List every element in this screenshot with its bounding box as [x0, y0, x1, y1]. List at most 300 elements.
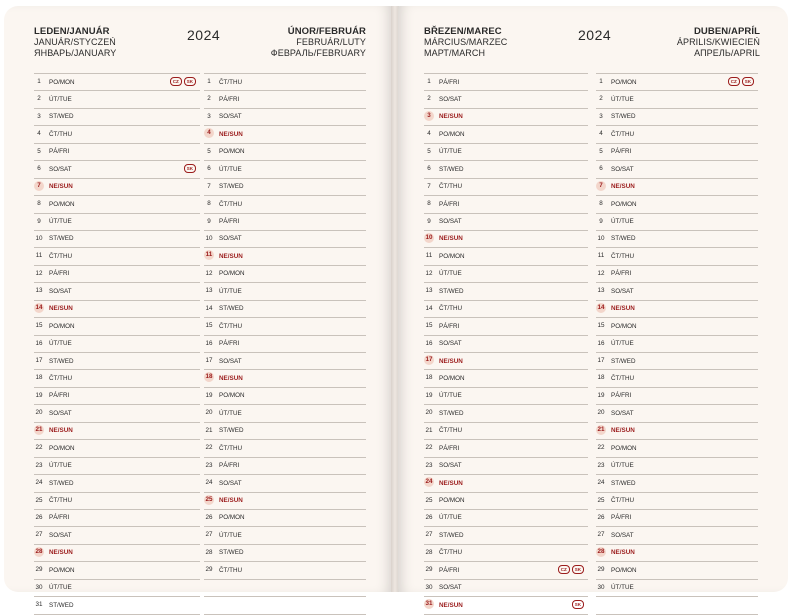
holiday-badge: SK [742, 77, 754, 86]
day-number: 7 [34, 181, 44, 191]
weekday-label: ST/WED [49, 479, 74, 487]
holiday-badge: CZ [170, 77, 182, 86]
weekday-label: ČT/THU [439, 183, 463, 191]
calendar-day-row [34, 596, 200, 614]
day-number: 21 [35, 425, 43, 433]
day-number: 26 [597, 513, 605, 521]
calendar-day-row [596, 265, 758, 282]
weekday-label: ÚT/TUE [439, 514, 462, 522]
holiday-badge: SK [184, 77, 196, 86]
month-name-cz-sk: ÚNOR/FEBRUÁR [287, 26, 366, 37]
calendar-day-row [34, 509, 200, 526]
calendar-day-row-sunday [596, 422, 758, 439]
calendar-day-row [204, 160, 366, 177]
day-number: 10 [205, 234, 213, 242]
weekday-label: SO/SAT [49, 165, 72, 173]
holiday-badges [572, 600, 584, 609]
day-number: 27 [597, 531, 605, 539]
weekday-label: ÚT/TUE [439, 392, 462, 400]
calendar-day-row [596, 282, 758, 299]
day-number: 20 [35, 409, 43, 417]
weekday-label: PO/MON [219, 270, 245, 278]
weekday-label: PÁ/FRI [439, 322, 460, 330]
day-number: 23 [205, 461, 213, 469]
weekday-label: NE/SUN [49, 549, 73, 557]
weekday-label: ÚT/TUE [49, 218, 72, 225]
day-column-february [204, 73, 366, 615]
calendar-day-row [596, 335, 758, 352]
day-number: 12 [425, 269, 433, 277]
day-number: 29 [425, 566, 433, 574]
day-column-march [424, 73, 588, 615]
weekday-label: PÁ/FRI [611, 392, 632, 400]
day-number: 16 [35, 339, 43, 347]
month-header-february [271, 26, 366, 59]
calendar-day-row-sunday [424, 474, 588, 491]
weekday-label: PÁ/FRI [49, 270, 70, 278]
weekday-label: ČT/THU [219, 566, 243, 574]
calendar-day-row [204, 282, 366, 299]
weekday-label: SO/SAT [439, 95, 462, 103]
calendar-day-row-sunday [424, 230, 588, 247]
holiday-badge: SK [572, 600, 584, 609]
day-number: 15 [205, 322, 213, 330]
calendar-day-row [596, 247, 758, 264]
day-number: 16 [205, 339, 213, 347]
calendar-day-row [424, 160, 588, 177]
calendar-day-row [204, 178, 366, 195]
holiday-badges [184, 164, 196, 173]
calendar-day-row [204, 596, 366, 614]
weekday-label: SO/SAT [611, 165, 634, 173]
calendar-day-row [596, 526, 758, 543]
day-number: 15 [35, 322, 43, 330]
weekday-label: ÚT/TUE [219, 409, 242, 417]
weekday-label: NE/SUN [439, 357, 463, 365]
calendar-day-row-sunday [204, 247, 366, 264]
calendar-day-row [204, 90, 366, 107]
weekday-label: ÚT/TUE [49, 462, 72, 470]
day-number: 15 [425, 322, 433, 330]
weekday-label: ÚT/TUE [439, 148, 462, 156]
day-number: 10 [597, 234, 605, 242]
weekday-label: PO/MON [611, 200, 637, 208]
day-number: 30 [597, 583, 605, 591]
day-number: 2 [37, 95, 41, 103]
calendar-day-row [204, 143, 366, 160]
day-number: 29 [205, 566, 213, 574]
weekday-label: NE/SUN [439, 113, 463, 121]
month-name-hu-pl: MÁRCIUS/MARZEC [424, 37, 508, 47]
calendar-day-row [204, 73, 366, 90]
calendar-day-row [596, 143, 758, 160]
calendar-day-row [204, 300, 366, 317]
weekday-label: NE/SUN [49, 427, 73, 435]
calendar-day-row [34, 335, 200, 352]
day-number: 9 [427, 217, 431, 225]
holiday-badge: CZ [728, 77, 740, 86]
weekday-label: NE/SUN [219, 497, 243, 504]
day-number: 21 [597, 425, 605, 433]
calendar-day-row [596, 195, 758, 212]
day-number: 10 [35, 234, 43, 242]
calendar-day-row [424, 300, 588, 317]
day-number: 12 [35, 269, 43, 277]
calendar-day-row [204, 422, 366, 439]
calendar-day-row [424, 404, 588, 421]
weekday-label: PO/MON [49, 78, 75, 86]
calendar-day-row [424, 369, 588, 386]
day-number: 5 [207, 147, 211, 155]
day-number: 24 [35, 479, 43, 487]
day-number: 21 [205, 426, 213, 434]
weekday-label: ÚT/TUE [611, 95, 634, 103]
month-header-march [424, 26, 507, 59]
month-header-january [34, 26, 116, 59]
day-number: 28 [425, 548, 433, 556]
weekday-label: ST/WED [439, 165, 464, 173]
calendar-day-row-sunday [34, 300, 200, 317]
day-number: 6 [37, 165, 41, 173]
day-number: 26 [205, 513, 213, 521]
day-number: 3 [37, 112, 41, 120]
weekday-label: ST/WED [439, 287, 464, 295]
left-page [4, 6, 392, 609]
calendar-day-row [596, 352, 758, 369]
month-name-hu-pl: ÁPRILIS/KWIECIEŃ [676, 37, 760, 47]
weekday-label: PO/MON [219, 148, 245, 156]
day-number: 19 [425, 391, 433, 399]
calendar-day-row-sunday [424, 352, 588, 369]
calendar-day-row [424, 439, 588, 456]
weekday-label: ÚT/TUE [49, 95, 72, 103]
weekday-label: PÁ/FRI [439, 200, 460, 208]
day-number: 28 [597, 547, 605, 555]
month-name-ru-en: ЯНВАРЬ/JANUARY [34, 48, 117, 58]
calendar-day-row [596, 561, 758, 578]
day-number: 5 [37, 147, 41, 155]
weekday-label: NE/SUN [49, 305, 73, 313]
weekday-label: PO/MON [49, 322, 75, 330]
day-number: 28 [35, 547, 43, 555]
day-number: 6 [427, 165, 431, 173]
day-number: 1 [207, 78, 211, 85]
day-number: 12 [597, 269, 605, 277]
day-number: 26 [425, 513, 433, 521]
calendar-day-row [34, 561, 200, 578]
weekday-label: ST/WED [49, 601, 74, 609]
calendar-day-row [596, 596, 758, 614]
calendar-day-row [204, 335, 366, 352]
month-name-hu-pl: FEBRUÁR/LUTY [296, 37, 366, 47]
weekday-label: NE/SUN [219, 130, 243, 138]
day-number: 13 [35, 287, 43, 295]
weekday-label: SO/SAT [49, 409, 72, 417]
month-name-cz-sk: BŘEZEN/MAREC [424, 26, 502, 37]
day-number: 7 [427, 182, 431, 190]
weekday-label: SO/SAT [611, 287, 634, 295]
calendar-day-row [424, 561, 588, 578]
calendar-day-row [34, 457, 200, 474]
weekday-label: ÚT/TUE [611, 340, 634, 348]
weekday-label: PO/MON [611, 444, 637, 452]
weekday-label: ÚT/TUE [219, 531, 242, 539]
calendar-day-row [424, 526, 588, 543]
weekday-label: ČT/THU [439, 549, 463, 557]
day-number: 3 [207, 112, 211, 120]
weekday-label: PÁ/FRI [49, 392, 70, 400]
calendar-day-row [424, 492, 588, 509]
day-number: 13 [205, 287, 213, 295]
weekday-label: PÁ/FRI [219, 218, 240, 225]
holiday-badges [728, 77, 754, 86]
day-number: 28 [205, 548, 213, 556]
weekday-label: PÁ/FRI [219, 95, 240, 103]
calendar-day-row [204, 404, 366, 421]
weekday-label: NE/SUN [219, 252, 243, 260]
day-number: 17 [597, 357, 605, 364]
weekday-label: PO/MON [611, 322, 637, 330]
day-number: 30 [35, 583, 43, 591]
weekday-label: ČT/THU [219, 444, 243, 452]
weekday-label: ČT/THU [611, 130, 635, 138]
calendar-day-row [424, 125, 588, 142]
calendar-day-row [596, 457, 758, 474]
calendar-day-row [424, 317, 588, 334]
calendar-day-row [34, 73, 200, 90]
weekday-label: ST/WED [611, 113, 636, 121]
calendar-day-row [204, 579, 366, 596]
day-number: 27 [35, 531, 43, 539]
calendar-day-row [34, 492, 200, 509]
holiday-badge: SK [572, 565, 584, 574]
weekday-label: PO/MON [439, 374, 465, 382]
day-number: 25 [205, 495, 213, 503]
day-number: 4 [37, 130, 41, 138]
calendar-day-row [34, 526, 200, 543]
weekday-label: ST/WED [49, 235, 74, 243]
weekday-label: ST/WED [611, 357, 636, 365]
day-number: 22 [597, 444, 605, 452]
weekday-label: ST/WED [219, 549, 244, 557]
calendar-day-row [424, 247, 588, 264]
day-number: 9 [37, 217, 41, 225]
calendar-day-row [204, 230, 366, 247]
day-number: 25 [597, 496, 605, 504]
year-label: 2024 [578, 27, 612, 43]
day-number: 31 [35, 601, 43, 609]
weekday-label: PO/MON [49, 200, 75, 208]
weekday-label: ÚT/TUE [439, 270, 462, 278]
weekday-label: NE/SUN [611, 427, 635, 435]
weekday-label: ÚT/TUE [49, 340, 72, 348]
weekday-label: PO/MON [611, 78, 637, 86]
calendar-day-row [424, 73, 588, 90]
day-number: 10 [425, 233, 433, 241]
weekday-label: PÁ/FRI [219, 340, 240, 348]
calendar-day-row-sunday [424, 596, 588, 614]
weekday-label: SO/SAT [219, 235, 242, 243]
weekday-label: ČT/THU [49, 130, 73, 138]
weekday-label: PO/MON [49, 444, 75, 452]
weekday-label: SO/SAT [611, 531, 634, 539]
day-number: 19 [35, 391, 43, 399]
day-number: 9 [207, 217, 211, 225]
day-number: 24 [205, 479, 213, 487]
calendar-day-row [34, 247, 200, 264]
calendar-day-row [596, 369, 758, 386]
day-number: 9 [599, 217, 603, 225]
day-number: 23 [597, 461, 605, 469]
calendar-day-row [34, 90, 200, 107]
calendar-day-row [34, 317, 200, 334]
day-number: 18 [35, 374, 43, 382]
day-number: 20 [205, 409, 213, 417]
day-column-april [596, 73, 758, 615]
day-number: 11 [425, 252, 433, 260]
weekday-label: ČT/THU [439, 427, 463, 435]
weekday-label: ST/WED [611, 235, 636, 243]
weekday-label: PO/MON [439, 130, 465, 138]
calendar-day-row [204, 509, 366, 526]
weekday-label: PÁ/FRI [611, 270, 632, 278]
weekday-label: NE/SUN [49, 183, 73, 191]
weekday-label: PÁ/FRI [439, 444, 460, 452]
calendar-day-row [204, 317, 366, 334]
month-name-cz-sk: DUBEN/APRÍL [693, 26, 760, 37]
day-number: 7 [596, 181, 606, 191]
weekday-label: SO/SAT [219, 113, 242, 121]
day-number: 16 [425, 339, 433, 347]
calendar-day-row [424, 178, 588, 195]
day-number: 17 [205, 357, 213, 364]
day-number: 23 [35, 461, 43, 469]
weekday-label: PO/MON [439, 252, 465, 260]
day-number: 18 [425, 374, 433, 382]
month-header-april [677, 26, 760, 59]
calendar-day-row [204, 352, 366, 369]
weekday-label: PÁ/FRI [49, 148, 70, 156]
weekday-label: NE/SUN [219, 374, 243, 382]
day-number: 12 [205, 269, 213, 277]
day-number: 5 [427, 147, 431, 155]
day-number: 11 [597, 252, 605, 260]
calendar-day-row [596, 387, 758, 404]
weekday-label: ČT/THU [439, 305, 463, 313]
day-number: 13 [597, 287, 605, 295]
weekday-label: SO/SAT [439, 462, 462, 470]
weekday-label: NE/SUN [611, 305, 635, 313]
weekday-label: ČT/THU [219, 78, 243, 86]
day-number: 3 [424, 111, 434, 121]
day-number: 11 [205, 251, 213, 259]
weekday-label: ST/WED [49, 113, 74, 121]
calendar-day-row [596, 509, 758, 526]
calendar-day-row [424, 282, 588, 299]
day-number: 18 [597, 374, 605, 382]
weekday-label: ČT/THU [611, 374, 635, 382]
day-number: 18 [205, 373, 213, 381]
day-number: 2 [427, 95, 431, 103]
day-number: 6 [207, 165, 211, 173]
calendar-day-row-sunday [34, 178, 200, 195]
weekday-label: ČT/THU [611, 252, 635, 260]
day-number: 13 [425, 287, 433, 295]
month-name-ru-en: МАРТ/MARCH [424, 48, 486, 58]
calendar-day-row-sunday [204, 492, 366, 509]
day-number: 31 [425, 600, 433, 608]
weekday-label: ÚT/TUE [219, 287, 242, 295]
weekday-label: NE/SUN [439, 235, 463, 243]
weekday-label: SO/SAT [49, 287, 72, 295]
weekday-label: ČT/THU [219, 200, 243, 208]
calendar-day-row [424, 265, 588, 282]
day-number: 3 [599, 112, 603, 120]
weekday-label: NE/SUN [439, 601, 463, 609]
calendar-day-row [596, 160, 758, 177]
month-name-ru-en: АПРЕЛЬ/APRIL [694, 48, 760, 58]
weekday-label: NE/SUN [611, 549, 635, 557]
weekday-label: PÁ/FRI [49, 514, 70, 522]
calendar-day-row [424, 143, 588, 160]
calendar-day-row [34, 439, 200, 456]
weekday-label: ČT/THU [219, 322, 243, 330]
month-name-ru-en: ФЕВРАЛЬ/FEBRUARY [270, 48, 366, 58]
weekday-label: PÁ/FRI [439, 566, 460, 574]
calendar-day-row [596, 213, 758, 230]
weekday-label: PO/MON [219, 514, 245, 522]
calendar-day-row [204, 544, 366, 561]
weekday-label: ÚT/TUE [49, 584, 72, 592]
calendar-day-row [34, 369, 200, 386]
calendar-day-row [204, 387, 366, 404]
calendar-day-row [34, 213, 200, 230]
day-number: 14 [597, 303, 605, 311]
calendar-day-row [34, 143, 200, 160]
day-number: 17 [425, 356, 433, 363]
day-number: 20 [597, 409, 605, 417]
weekday-label: SO/SAT [49, 531, 72, 539]
calendar-day-row-sunday [596, 300, 758, 317]
calendar-day-row [34, 230, 200, 247]
weekday-label: ST/WED [49, 357, 74, 365]
day-number: 7 [207, 182, 211, 190]
calendar-day-row-sunday [204, 125, 366, 142]
weekday-label: SO/SAT [611, 409, 634, 417]
weekday-label: ST/WED [439, 409, 464, 417]
day-number: 23 [425, 461, 433, 469]
day-number: 24 [425, 478, 433, 486]
weekday-label: PO/MON [611, 566, 637, 574]
weekday-label: PÁ/FRI [611, 514, 632, 522]
day-number: 19 [597, 391, 605, 399]
day-number: 29 [597, 566, 605, 574]
day-number: 4 [427, 130, 431, 138]
day-number: 25 [425, 496, 433, 504]
calendar-day-row [596, 579, 758, 596]
calendar-day-row [34, 125, 200, 142]
holiday-badge: CZ [558, 565, 570, 574]
calendar-day-row [424, 544, 588, 561]
weekday-label: NE/SUN [439, 479, 463, 487]
day-number: 4 [204, 128, 214, 138]
weekday-label: SO/SAT [219, 479, 242, 487]
calendar-day-row-sunday [34, 544, 200, 561]
calendar-day-row-sunday [596, 544, 758, 561]
day-number: 22 [35, 444, 43, 452]
calendar-day-row-sunday [596, 178, 758, 195]
calendar-day-row [596, 73, 758, 90]
